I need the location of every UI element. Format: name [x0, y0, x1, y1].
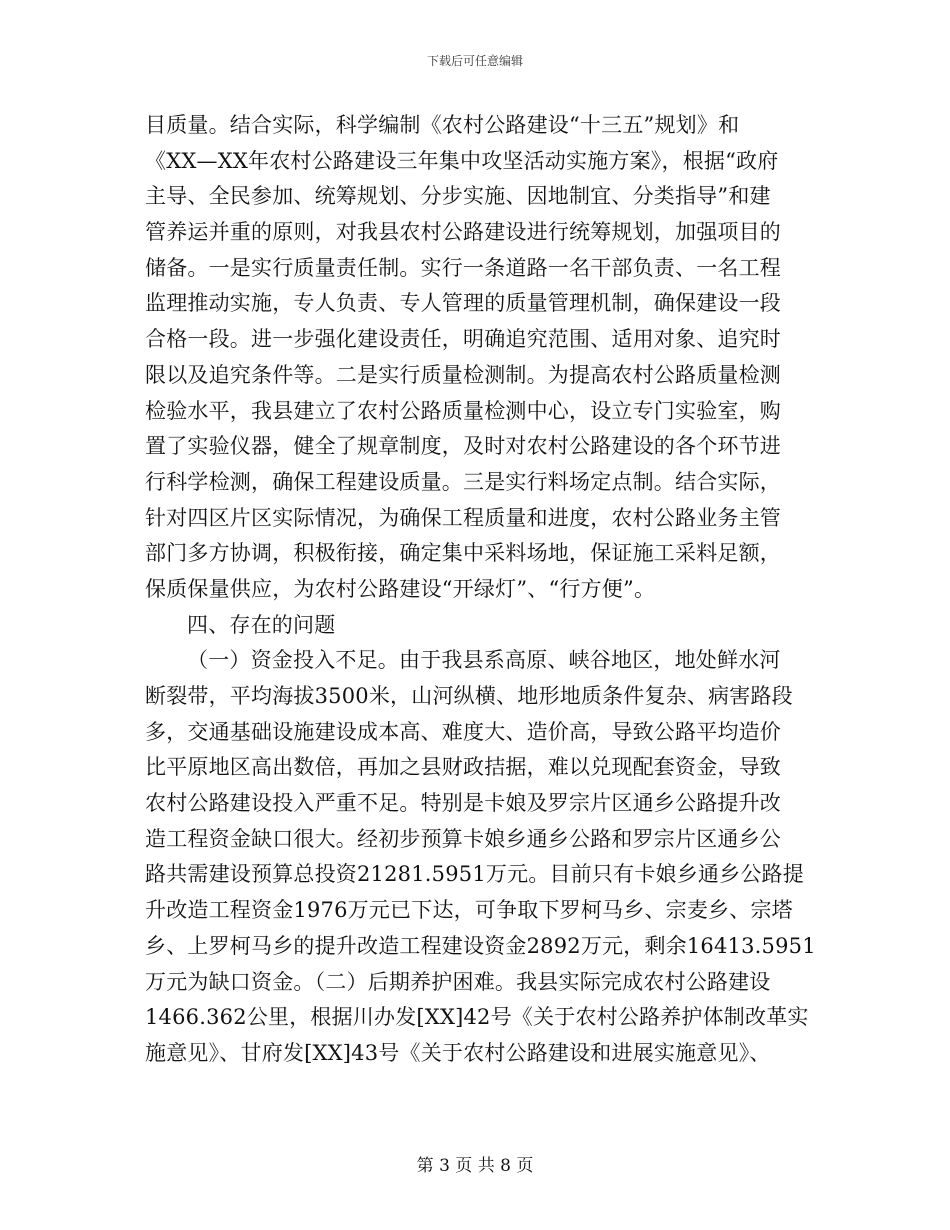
- text-line: 农村公路建设投入严重不足。特别是卡娘及罗宗片区通乡公路提升改: [145, 791, 781, 816]
- text-line: （一）资金投入不足。由于我县系高原、峡谷地区，地处鲜水河: [187, 648, 781, 673]
- body-text: [145, 108, 816, 1072]
- text-line: 管养运并重的原则，对我县农村公路建设进行统筹规划，加强项目的: [145, 220, 781, 245]
- text-line: 限以及追究条件等。二是实行质量检测制。为提高农村公路质量检测: [145, 362, 781, 387]
- text-line: 目质量。结合实际，科学编制《农村公路建设“十三五”规划》和: [145, 113, 740, 137]
- text-line: 合格一段。进一步强化建设责任，明确追究范围、适用对象、追究时: [145, 327, 781, 352]
- text-line: 比平原地区高出数倍，再加之县财政拮据，难以兑现配套资金，导致: [145, 755, 781, 780]
- text-line: 保质保量供应，为农村公路建设“开绿灯”、“行方便”。: [145, 576, 656, 601]
- text-line: 储备。一是实行质量责任制。实行一条道路一名干部负责、一名工程: [145, 255, 781, 280]
- text-line: 置了实验仪器，健全了规章制度，及时对农村公路建设的各个环节进: [145, 434, 781, 459]
- text-line: 行科学检测，确保工程建设质量。三是实行料场定点制。结合实际，: [145, 469, 781, 494]
- section-heading: 四、存在的问题: [187, 612, 336, 637]
- text-line: 乡、上罗柯马乡的提升改造工程建设资金2892万元，剩余16413.5951: [145, 933, 816, 958]
- text-line: 主导、全民参加、统筹规划、分步实施、因地制宜、分类指导”和建: [145, 184, 771, 209]
- text-line: 多，交通基础设施建设成本高、难度大、造价高，导致公路平均造价: [145, 719, 781, 744]
- text-line: 部门多方协调，积极衔接，确定集中采料场地，保证施工采料足额，: [145, 541, 781, 566]
- page-header: 下载后可任意编辑: [426, 54, 523, 68]
- text-line: 1466.362公里，根据川办发[XX]42号《关于农村公路养护体制改革实: [145, 1005, 809, 1030]
- text-line: 施意见》、甘府发[XX]43号《关于农村公路建设和进展实施意见》、: [145, 1040, 771, 1065]
- text-line: 万元为缺口资金。（二）后期养护困难。我县实际完成农村公路建设: [145, 969, 771, 994]
- text-line: 针对四区片区实际情况，为确保工程质量和进度，农村公路业务主管: [145, 505, 781, 530]
- text-line: 《XX—XX年农村公路建设三年集中攻坚活动实施方案》，根据“政府: [145, 148, 779, 173]
- text-line: 检验水平，我县建立了农村公路质量检测中心，设立专门实验室，购: [145, 398, 781, 423]
- text-line: 造工程资金缺口很大。经初步预算卡娘乡通乡公路和罗宗片区通乡公: [145, 826, 781, 851]
- text-line: 断裂带，平均海拔3500米，山河纵横、地形地质条件复杂、病害路段: [145, 684, 793, 708]
- page-number: 第 3 页 共 8 页: [416, 1156, 534, 1176]
- text-line: 路共需建设预算总投资21281.5951万元。目前只有卡娘乡通乡公路提: [145, 862, 804, 887]
- text-line: 监理推动实施，专人负责、专人管理的质量管理机制，确保建设一段: [145, 291, 781, 316]
- text-line: 升改造工程资金1976万元已下达，可争取下罗柯马乡、宗麦乡、宗塔: [145, 898, 793, 923]
